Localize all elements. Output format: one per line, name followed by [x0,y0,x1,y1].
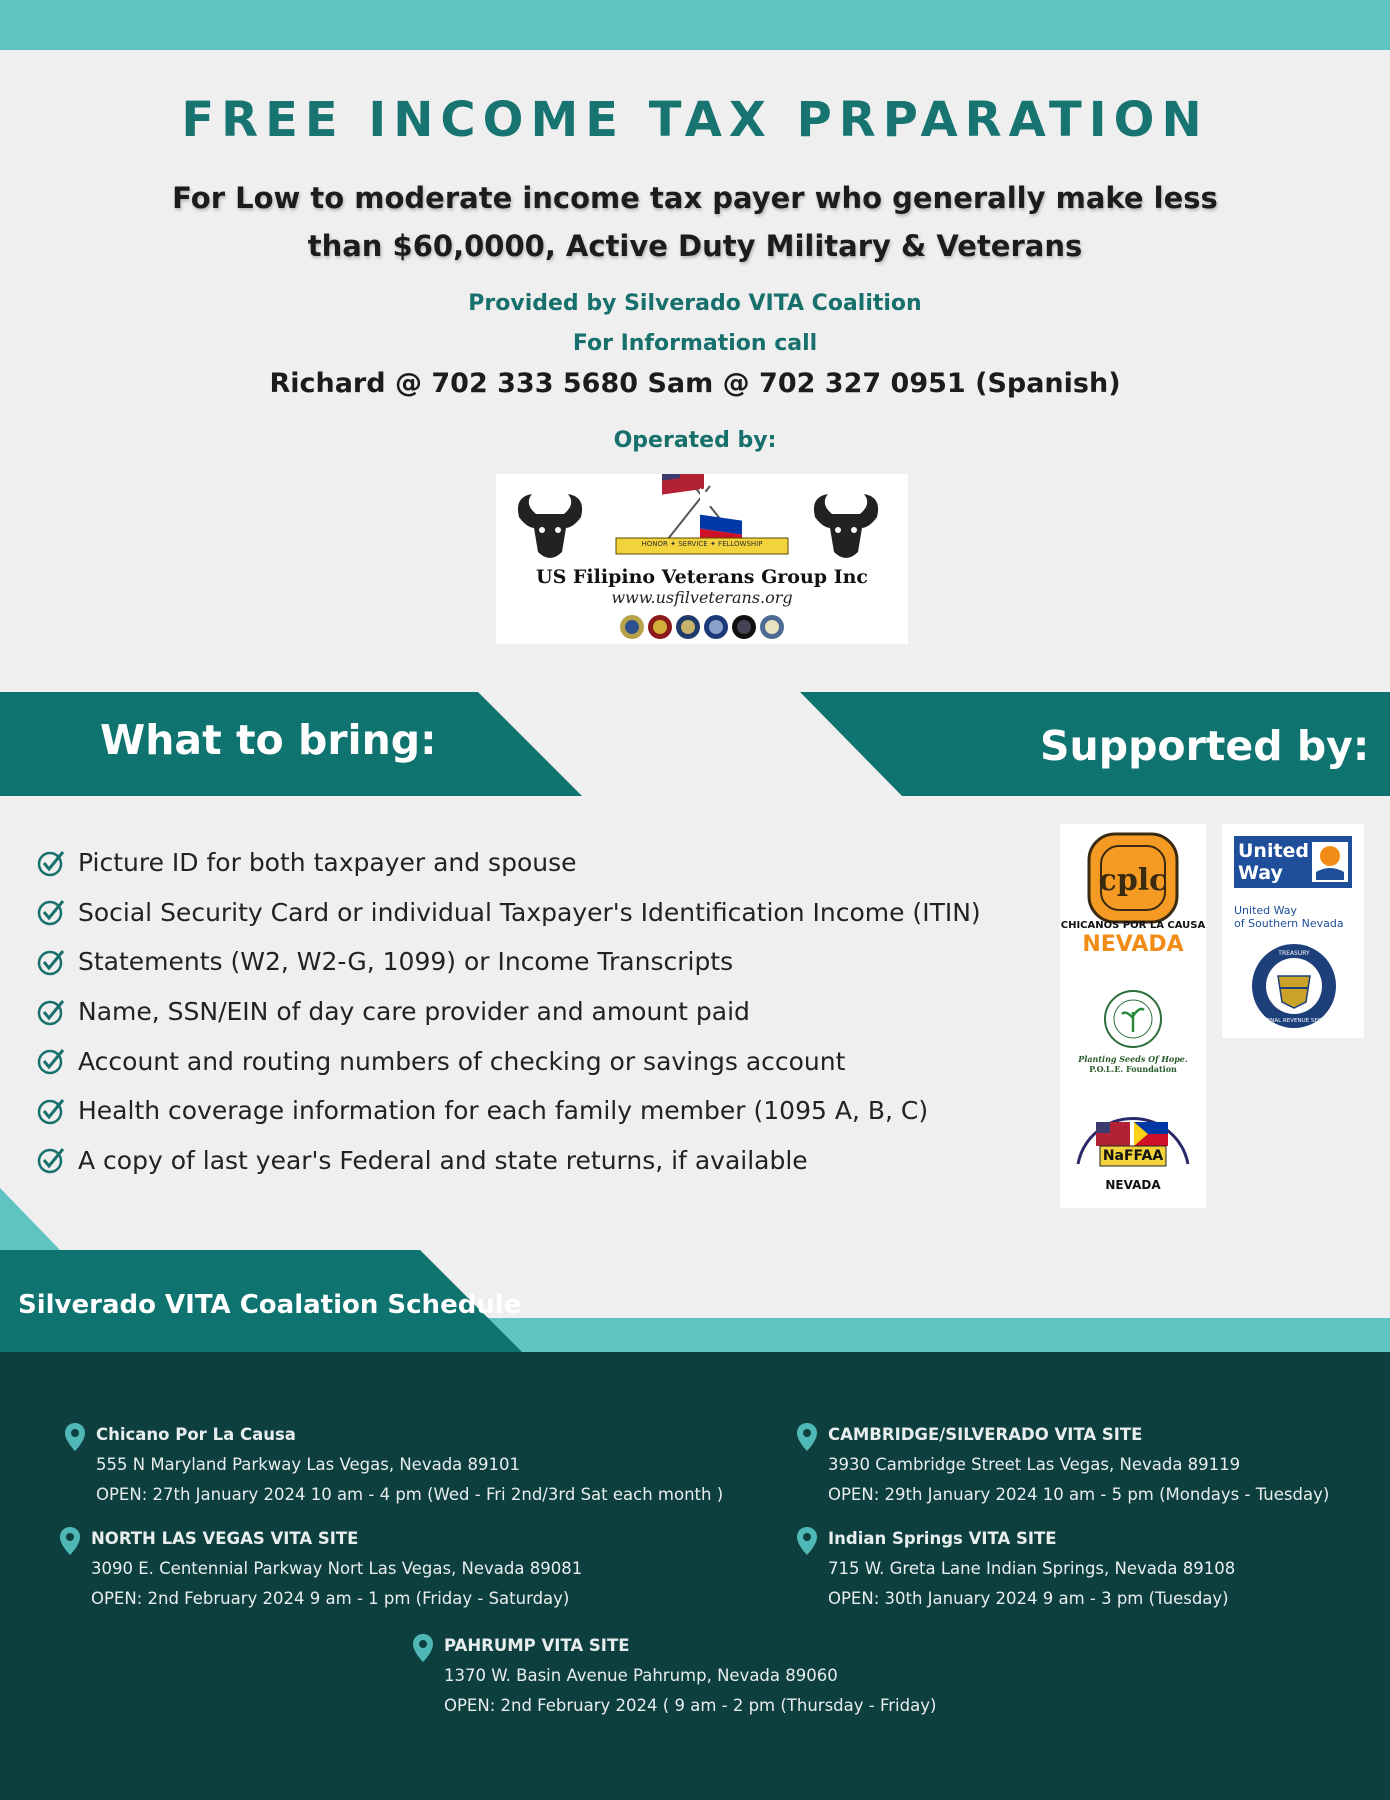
site-hours: OPEN: 30th January 2024 9 am - 3 pm (Tuesday) [828,1589,1229,1608]
list-item [36,888,1036,938]
site-name: PAHRUMP VITA SITE [444,1636,630,1655]
united-way-hand-icon [1312,842,1348,882]
cplc-state: NEVADA [1082,932,1184,957]
provided-by-text: Provided by Silverado VITA Coalition [468,291,922,316]
subtitle-line-1: For Low to moderate income tax payer who generally make less [172,181,1218,215]
site-north-las-vegas [91,1524,582,1614]
check-circle-icon [36,1096,66,1126]
cplc-caption: CHICANOS POR LA CAUSA [1060,920,1206,931]
site-address: 1370 W. Basin Avenue Pahrump, Nevada 89060 [444,1666,838,1685]
operated-by-text: Operated by: [613,428,777,453]
site-address: 555 N Maryland Parkway Las Vegas, Nevada 89101 [96,1455,521,1474]
pole-foundation-logo-icon [1102,988,1164,1050]
united-way-caption-line-1: United Way [1234,904,1298,917]
site-name: NORTH LAS VEGAS VITA SITE [91,1529,359,1548]
site-address: 3090 E. Centennial Parkway Nort Las Vegas, Nevada 89081 [91,1559,583,1578]
site-hours: OPEN: 27th January 2024 10 am - 4 pm (Wed - Fri 2nd/3rd Sat each month ) [96,1485,724,1504]
site-hours: OPEN: 2nd February 2024 ( 9 am - 2 pm (Thursday - Friday) [444,1696,937,1715]
schedule-heading: Silverado VITA Coalation Schedule [18,1290,522,1320]
naffaa-name: NaFFAA [1102,1148,1164,1164]
list-item-text: Health coverage information for each family member (1095 A, B, C) [78,1096,929,1126]
list-item-text: Account and routing numbers of checking or savings account [78,1046,846,1076]
cplc-logo-icon [1087,832,1179,924]
list-item-text: Name, SSN/EIN of day care provider and amount paid [78,997,750,1027]
naffaa-state: NEVADA [1105,1178,1161,1192]
list-item [36,1036,1036,1086]
united-way-caption-line-2: of Southern Nevada [1234,917,1344,930]
site-indian-springs [828,1524,1235,1614]
site-chicano-por-la-causa [96,1420,723,1510]
site-pahrump [444,1631,936,1721]
list-item [36,1086,1036,1136]
site-address: 3930 Cambridge Street Las Vegas, Nevada 89119 [828,1455,1241,1474]
check-circle-icon [36,947,66,977]
check-circle-icon [36,848,66,878]
site-name: Chicano Por La Causa [96,1425,296,1444]
site-name: CAMBRIDGE/SILVERADO VITA SITE [828,1425,1143,1444]
site-hours: OPEN: 29th January 2024 10 am - 5 pm (Mondays - Tuesday) [828,1485,1330,1504]
schedule-corner-accent [0,1188,60,1250]
page-subtitle [140,174,1250,270]
location-pin-icon [64,1422,86,1452]
irs-seal-bottom-text: INTERNAL REVENUE SERVICE [1253,1018,1335,1024]
list-item [36,937,1036,987]
site-hours: OPEN: 2nd February 2024 9 am - 1 pm (Friday - Saturday) [91,1589,570,1608]
list-item-text: A copy of last year's Federal and state returns, if available [78,1145,808,1175]
location-pin-icon [412,1633,434,1663]
info-call-text: For Information call [572,331,818,356]
pole-line-2: P.O.L.E. Foundation [1089,1064,1177,1074]
list-item [36,838,1036,888]
subtitle-line-2: than $60,0000, Active Duty Military & Veterans [307,229,1083,263]
logo-org-name: US Filipino Veterans Group Inc [536,566,868,588]
sponsor-logos-right [1222,824,1364,1038]
pole-line-1: Planting Seeds Of Hope. [1078,1054,1188,1064]
site-name: Indian Springs VITA SITE [828,1529,1057,1548]
check-circle-icon [36,997,66,1027]
list-item [36,1136,1036,1186]
top-color-band [0,0,1390,50]
irs-seal-top-text: TREASURY [1278,950,1310,957]
list-item-text: Statements (W2, W2-G, 1099) or Income Transcripts [78,947,734,977]
location-pin-icon [796,1526,818,1556]
list-item-text: Social Security Card or individual Taxpayer's Identification Income (ITIN) [78,897,981,927]
united-way-logo-text: United Way [1238,840,1310,884]
logo-url: www.usfilveterans.org [611,588,793,607]
site-cambridge-silverado [828,1420,1329,1510]
united-way-caption [1234,904,1344,930]
military-seals-icon [616,612,788,642]
location-pin-icon [796,1422,818,1452]
logo-banner-text: HONOR ✦ SERVICE ✦ FELLOWSHIP [641,540,763,548]
united-way-logo-icon [1234,836,1352,888]
list-item [36,987,1036,1037]
location-pin-icon [59,1526,81,1556]
what-to-bring-list [36,838,1036,1185]
svg-text:cplc: cplc [1098,863,1168,898]
check-circle-icon [36,897,66,927]
supported-by-heading: Supported by: [1040,722,1370,770]
check-circle-icon [36,1046,66,1076]
site-address: 715 W. Greta Lane Indian Springs, Nevada 89108 [828,1559,1236,1578]
us-filipino-veterans-logo [496,474,908,644]
what-to-bring-heading: What to bring: [100,716,437,764]
list-item-text: Picture ID for both taxpayer and spouse [78,848,577,878]
page-title: FREE INCOME TAX PRPARATION [181,92,1209,148]
sponsor-logos-left [1060,824,1206,1208]
naffaa-logo-icon [1068,1104,1198,1176]
check-circle-icon [36,1145,66,1175]
phone-numbers: Richard @ 702 333 5680 Sam @ 702 327 0951 (Spanish) [269,368,1121,399]
